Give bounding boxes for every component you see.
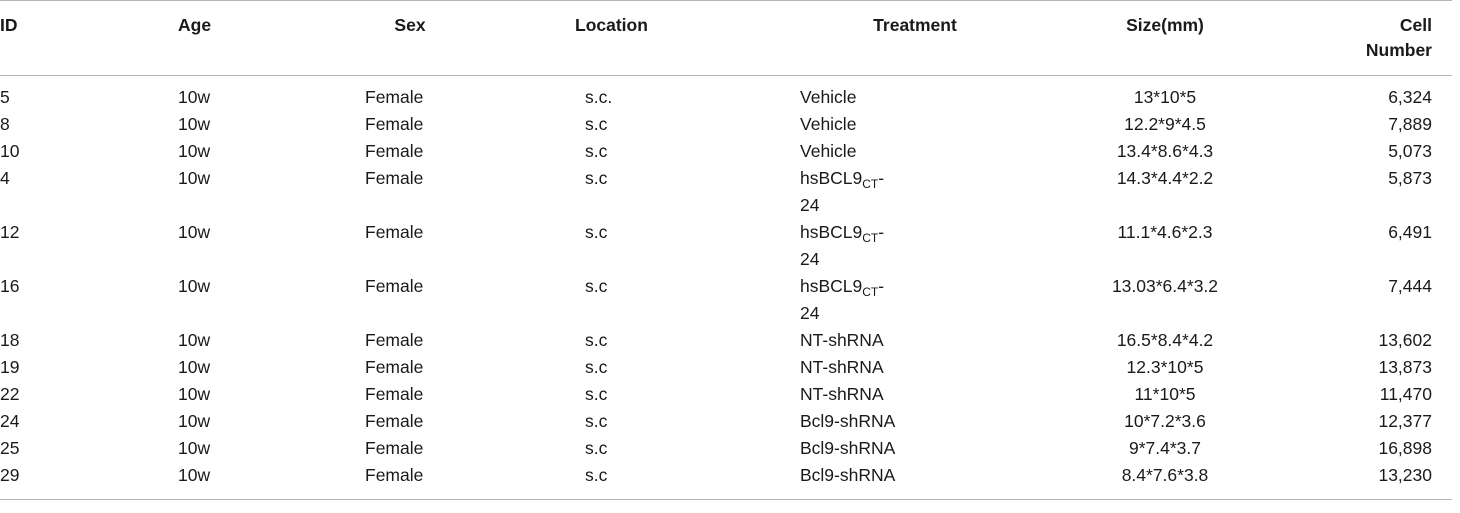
cell-id: 12 bbox=[0, 222, 20, 242]
header-size: Size(mm) bbox=[1126, 15, 1204, 35]
treatment-suffix: - bbox=[878, 222, 885, 242]
table-row bbox=[0, 408, 1452, 435]
header-cell-number bbox=[1300, 1, 1452, 76]
header-treatment: Treatment bbox=[873, 15, 957, 35]
cell-id: 22 bbox=[0, 384, 20, 404]
table-row bbox=[0, 462, 1452, 500]
cell-sex: Female bbox=[365, 114, 424, 134]
cell-id: 4 bbox=[0, 168, 10, 188]
cell-cell-number: 16,898 bbox=[1378, 438, 1432, 458]
cell-treatment bbox=[780, 327, 1030, 354]
cell-sex: Female bbox=[365, 438, 424, 458]
treatment-line2: 24 bbox=[800, 249, 820, 269]
cell-location: s.c bbox=[585, 222, 608, 242]
cell-id: 25 bbox=[0, 438, 20, 458]
table-row bbox=[0, 354, 1452, 381]
cell-treatment bbox=[780, 354, 1030, 381]
treatment-line2: 24 bbox=[800, 195, 820, 215]
cell-sex: Female bbox=[365, 276, 424, 296]
table-row bbox=[0, 138, 1452, 165]
cell-cell-number: 7,889 bbox=[1388, 114, 1432, 134]
treatment-line2: 24 bbox=[800, 303, 820, 323]
treatment-subscript: CT bbox=[862, 285, 879, 299]
treatment-name: hsBCL9 bbox=[800, 276, 863, 296]
cell-age: 10w bbox=[178, 330, 211, 350]
cell-sex: Female bbox=[365, 357, 424, 377]
cell-cell-number: 6,324 bbox=[1388, 87, 1432, 107]
cell-sex: Female bbox=[365, 141, 424, 161]
cell-id: 16 bbox=[0, 276, 20, 296]
table-row bbox=[0, 435, 1452, 462]
cell-location: s.c bbox=[585, 330, 608, 350]
header-age: Age bbox=[178, 15, 212, 35]
cell-location: s.c bbox=[585, 357, 608, 377]
cell-location: s.c bbox=[585, 168, 608, 188]
table-row bbox=[0, 327, 1452, 354]
cell-sex: Female bbox=[365, 87, 424, 107]
treatment-name: Bcl9-shRNA bbox=[800, 465, 896, 485]
treatment-suffix: - bbox=[878, 168, 885, 188]
treatment-subscript: CT bbox=[862, 177, 879, 191]
cell-size: 14.3*4.4*2.2 bbox=[1116, 168, 1214, 188]
cell-size: 11*10*5 bbox=[1134, 384, 1196, 404]
cell-sex: Female bbox=[365, 465, 424, 485]
cell-age: 10w bbox=[178, 141, 211, 161]
cell-cell-number: 13,230 bbox=[1378, 465, 1432, 485]
cell-treatment bbox=[780, 76, 1030, 112]
cell-treatment bbox=[780, 435, 1030, 462]
cell-cell-number: 7,444 bbox=[1388, 276, 1432, 296]
table-header bbox=[0, 1, 1452, 76]
cell-treatment bbox=[780, 408, 1030, 435]
cell-treatment bbox=[780, 273, 1030, 327]
cell-location: s.c bbox=[585, 438, 608, 458]
treatment-name: hsBCL9 bbox=[800, 168, 863, 188]
cell-sex: Female bbox=[365, 330, 424, 350]
treatment-suffix: - bbox=[878, 276, 885, 296]
cell-location: s.c bbox=[585, 411, 608, 431]
cell-id: 29 bbox=[0, 465, 20, 485]
cell-location: s.c. bbox=[585, 87, 613, 107]
cell-size: 13.4*8.6*4.3 bbox=[1116, 141, 1214, 161]
cell-age: 10w bbox=[178, 384, 211, 404]
table-row bbox=[0, 273, 1452, 327]
treatment-name: NT-shRNA bbox=[800, 330, 884, 350]
cell-age: 10w bbox=[178, 357, 211, 377]
cell-age: 10w bbox=[178, 438, 211, 458]
cell-id: 18 bbox=[0, 330, 20, 350]
cell-location: s.c bbox=[585, 384, 608, 404]
header-sex: Sex bbox=[394, 15, 426, 35]
cell-size: 13*10*5 bbox=[1133, 87, 1197, 107]
table-body bbox=[0, 76, 1452, 500]
treatment-name: NT-shRNA bbox=[800, 357, 884, 377]
cell-size: 9*7.4*3.7 bbox=[1128, 438, 1201, 458]
cell-location: s.c bbox=[585, 141, 608, 161]
treatment-name: Vehicle bbox=[800, 87, 857, 107]
cell-location: s.c bbox=[585, 465, 608, 485]
header-id: ID bbox=[0, 15, 18, 35]
cell-treatment bbox=[780, 138, 1030, 165]
cell-size: 13.03*6.4*3.2 bbox=[1111, 276, 1219, 296]
treatment-subscript: CT bbox=[862, 231, 879, 245]
cell-age: 10w bbox=[178, 276, 211, 296]
cell-cell-number: 5,873 bbox=[1388, 168, 1432, 188]
cell-sex: Female bbox=[365, 411, 424, 431]
header-cell-number-line2: Number bbox=[1365, 40, 1432, 60]
header-row bbox=[0, 1, 1452, 76]
cell-location: s.c bbox=[585, 114, 608, 134]
cell-age: 10w bbox=[178, 168, 211, 188]
cell-size: 12.2*9*4.5 bbox=[1124, 114, 1206, 134]
cell-age: 10w bbox=[178, 465, 211, 485]
header-cell-number-line1: Cell bbox=[1399, 15, 1432, 35]
treatment-name: Bcl9-shRNA bbox=[800, 411, 896, 431]
cell-size: 11.1*4.6*2.3 bbox=[1117, 222, 1213, 242]
treatment-name: Bcl9-shRNA bbox=[800, 438, 896, 458]
table-row bbox=[0, 165, 1452, 219]
cell-cell-number: 12,377 bbox=[1378, 411, 1432, 431]
cell-id: 24 bbox=[0, 411, 20, 431]
cell-treatment bbox=[780, 381, 1030, 408]
cell-cell-number: 6,491 bbox=[1388, 222, 1432, 242]
cell-id: 10 bbox=[0, 141, 20, 161]
cell-treatment bbox=[780, 462, 1030, 500]
header-location: Location bbox=[575, 15, 648, 35]
cell-cell-number: 13,873 bbox=[1378, 357, 1432, 377]
cell-size: 10*7.2*3.6 bbox=[1124, 411, 1206, 431]
table-row bbox=[0, 381, 1452, 408]
cell-cell-number: 5,073 bbox=[1388, 141, 1432, 161]
cell-id: 5 bbox=[0, 87, 10, 107]
treatment-name: Vehicle bbox=[800, 114, 857, 134]
cell-size: 16.5*8.4*4.2 bbox=[1116, 330, 1214, 350]
cell-size: 12.3*10*5 bbox=[1126, 357, 1204, 377]
treatment-name: hsBCL9 bbox=[800, 222, 863, 242]
table-row bbox=[0, 111, 1452, 138]
cell-cell-number: 11,470 bbox=[1379, 384, 1432, 404]
cell-age: 10w bbox=[178, 222, 211, 242]
cell-age: 10w bbox=[178, 411, 211, 431]
cell-treatment bbox=[780, 165, 1030, 219]
cell-sex: Female bbox=[365, 384, 424, 404]
cell-size: 8.4*7.6*3.8 bbox=[1121, 465, 1209, 485]
cell-age: 10w bbox=[178, 87, 211, 107]
cell-id: 8 bbox=[0, 114, 10, 134]
cell-sex: Female bbox=[365, 222, 424, 242]
cell-treatment bbox=[780, 219, 1030, 273]
cell-id: 19 bbox=[0, 357, 20, 377]
cell-location: s.c bbox=[585, 276, 608, 296]
table-row bbox=[0, 76, 1452, 112]
cell-age: 10w bbox=[178, 114, 211, 134]
cell-cell-number: 13,602 bbox=[1378, 330, 1432, 350]
treatment-name: NT-shRNA bbox=[800, 384, 884, 404]
cell-treatment bbox=[780, 111, 1030, 138]
cell-sex: Female bbox=[365, 168, 424, 188]
table-row bbox=[0, 219, 1452, 273]
treatment-name: Vehicle bbox=[800, 141, 857, 161]
